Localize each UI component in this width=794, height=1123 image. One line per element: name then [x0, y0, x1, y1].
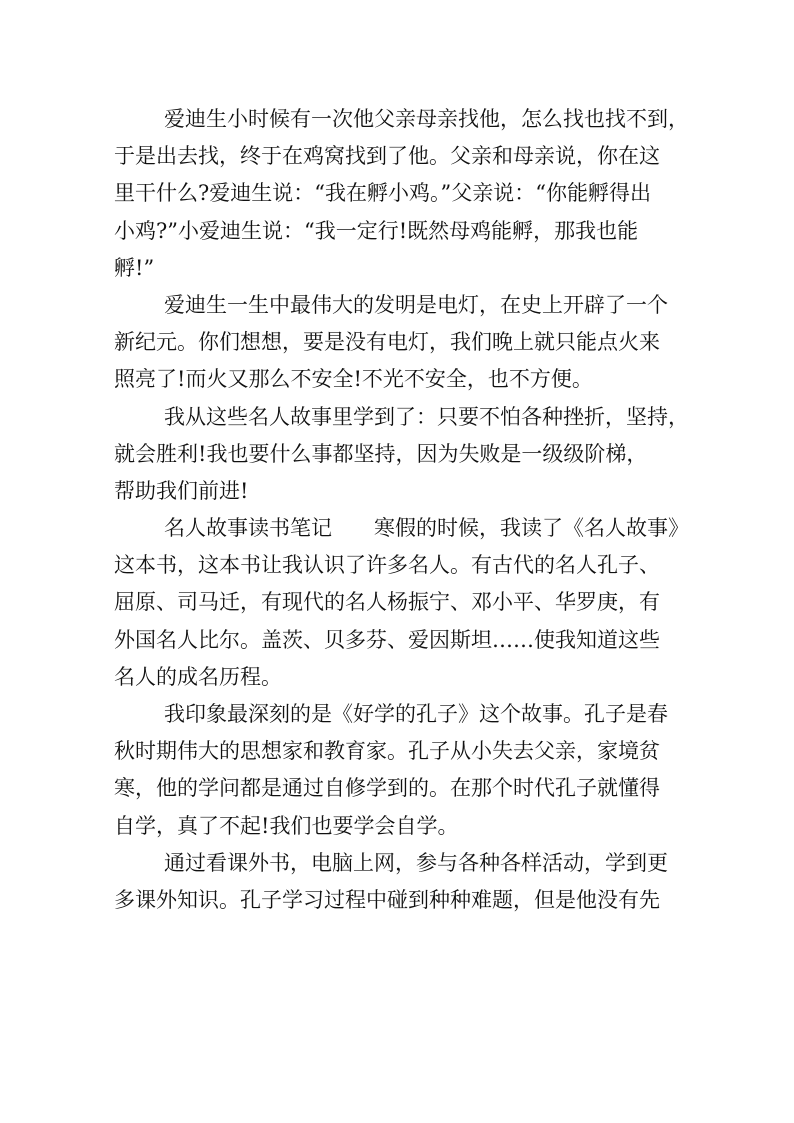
text-line: 秋时期伟大的思想家和教育家。孔子从小失去父亲，家境贫	[114, 739, 660, 764]
text-line: 爱迪生小时候有一次他父亲母亲找他，怎么找也找不到，	[164, 107, 689, 131]
text-line: 屈原、司马迁，有现代的名人杨振宁、邓小平、华罗庚，有	[114, 590, 660, 615]
text-line: 名人故事读书笔记 寒假的时候，我读了《名人故事》	[164, 516, 689, 541]
text-line: 帮助我们前进!	[114, 478, 249, 503]
text-line: 自学，真了不起!我们也要学会自学。	[114, 813, 459, 838]
text-line: 我从这些名人故事里学到了：只要不怕各种挫折，坚持，	[164, 404, 689, 429]
text-line: 多课外知识。孔子学习过程中碰到种种难题，但是他没有先	[114, 887, 660, 912]
document-body	[114, 101, 689, 919]
text-line: 小鸡?”小爱迪生说：“我一定行!既然母鸡能孵，那我也能	[114, 218, 639, 243]
text-line: 通过看课外书，电脑上网，参与各种各样活动，学到更	[164, 850, 668, 875]
text-line: 于是出去找，终于在鸡窝找到了他。父亲和母亲说，你在这	[114, 144, 660, 169]
text-line: 这本书，这本书让我认识了许多名人。有古代的名人孔子、	[114, 553, 660, 578]
text-line: 新纪元。你们想想，要是没有电灯，我们晚上就只能点火来	[114, 330, 660, 355]
text-line: 名人的成名历程。	[114, 664, 282, 689]
text-line: 就会胜利!我也要什么事都坚持，因为失败是一级级阶梯，	[114, 441, 648, 466]
text-line: 寒，他的学问都是通过自修学到的。在那个时代孔子就懂得	[114, 776, 660, 801]
text-line: 我印象最深刻的是《好学的孔子》这个故事。孔子是春	[164, 702, 668, 726]
text-line: 里干什么?爱迪生说：“我在孵小鸡。”父亲说：“你能孵得出	[114, 181, 651, 206]
text-line: 照亮了!而火又那么不安全!不光不安全，也不方便。	[114, 367, 593, 392]
text-line: 爱迪生一生中最伟大的发明是电灯，在史上开辟了一个	[164, 292, 668, 317]
text-line: 外国名人比尔。盖茨、贝多芬、爱因斯坦……使我知道这些	[114, 627, 660, 652]
text-line: 孵!”	[114, 255, 155, 280]
